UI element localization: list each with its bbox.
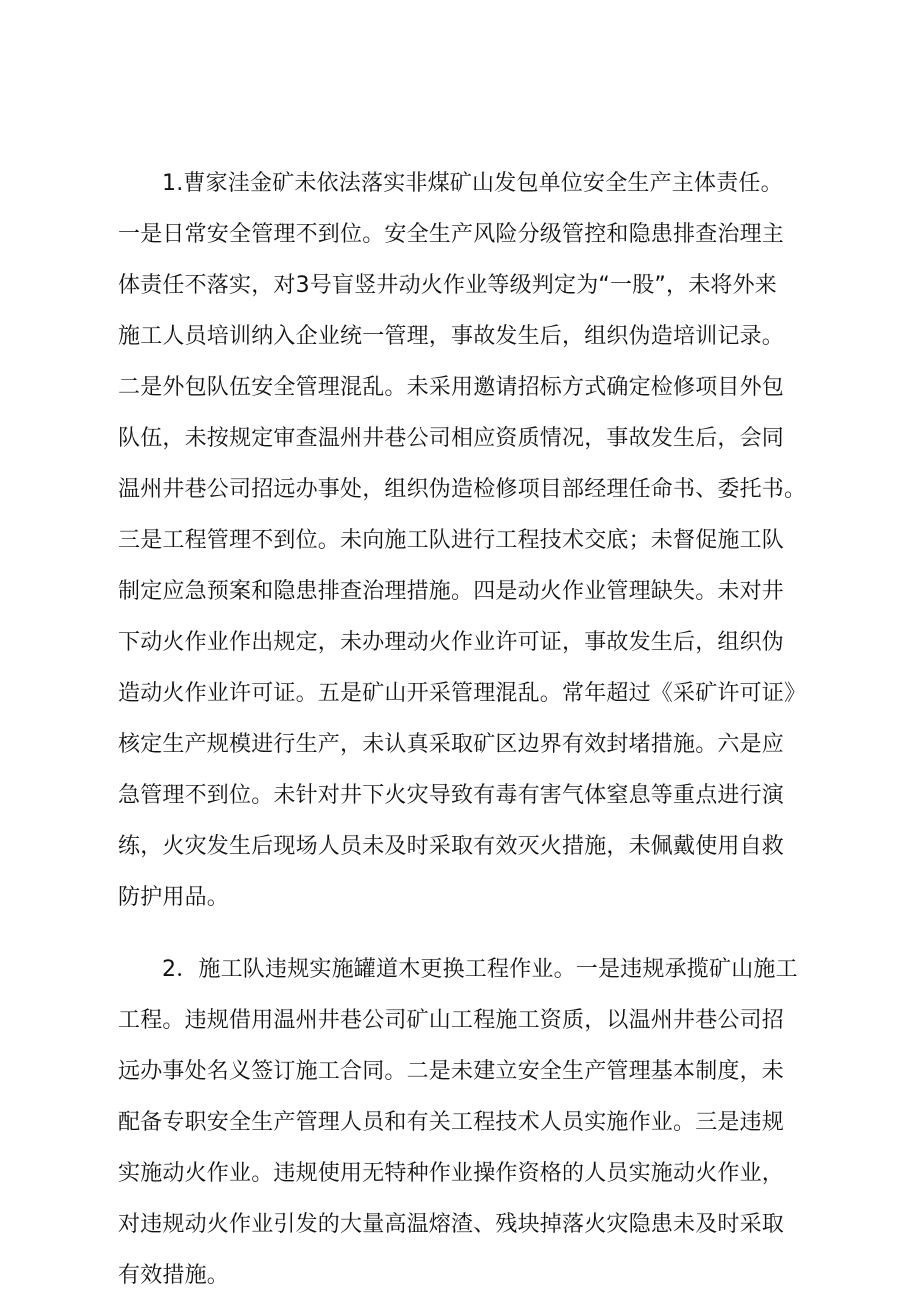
paragraph-1 — [118, 158, 808, 923]
paragraph-line: 三是工程管理不到位。未向施工队进行工程技术交底；未督促施工队 — [118, 528, 785, 553]
paragraph-line: 配备专职安全生产管理人员和有关工程技术人员实施作业。三是违规 — [118, 1110, 785, 1135]
document-body — [118, 158, 808, 1301]
paragraph-line: 1.曹家洼金矿未依法落实非煤矿山发包单位安全生产主体责任。 — [162, 171, 783, 196]
paragraph-line: 一是日常安全管理不到位。安全生产风险分级管控和隐患排查治理主 — [118, 222, 785, 247]
paragraph-line: 2．施工队违规实施罐道木更换工程作业。一是违规承揽矿山施工 — [162, 957, 798, 982]
paragraph-line: 有效措施。 — [118, 1263, 230, 1288]
paragraph-line: 核定生产规模进行生产，未认真采取矿区边界有效封堵措施。六是应 — [118, 732, 785, 757]
paragraph-line: 下动火作业作出规定，未办理动火作业许可证，事故发生后，组织伪 — [118, 630, 785, 655]
paragraph-spacer — [118, 923, 808, 944]
paragraph-line: 远办事处名义签订施工合同。二是未建立安全生产管理基本制度，未 — [118, 1059, 785, 1084]
paragraph-line: 队伍，未按规定审查温州井巷公司相应资质情况，事故发生后，会同 — [118, 426, 785, 451]
paragraph-line: 工程。违规借用温州井巷公司矿山工程施工资质，以温州井巷公司招 — [118, 1008, 785, 1033]
paragraph-line: 温州井巷公司招远办事处，组织伪造检修项目部经理任命书、委托书。 — [118, 477, 807, 502]
paragraph-line: 体责任不落实，对3号盲竖井动火作业等级判定为“一股”，未将外来 — [118, 273, 777, 298]
paragraph-line: 造动火作业许可证。五是矿山开采管理混乱。常年超过《采矿许可证》 — [118, 681, 807, 706]
paragraph-line: 练，火灾发生后现场人员未及时采取有效灭火措施，未佩戴使用自救 — [118, 834, 785, 859]
paragraph-line: 制定应急预案和隐患排查治理措施。四是动火作业管理缺失。未对井 — [118, 579, 785, 604]
paragraph-line: 急管理不到位。未针对井下火灾导致有毒有害气体窒息等重点进行演 — [118, 783, 785, 808]
paragraph-line: 对违规动火作业引发的大量高温熔渣、残块掉落火灾隐患未及时采取 — [118, 1212, 785, 1237]
paragraph-line: 施工人员培训纳入企业统一管理，事故发生后，组织伪造培训记录。 — [118, 324, 785, 349]
paragraph-line: 实施动火作业。违规使用无特种作业操作资格的人员实施动火作业， — [118, 1161, 785, 1186]
paragraph-line: 防护用品。 — [118, 885, 230, 910]
paragraph-line: 二是外包队伍安全管理混乱。未采用邀请招标方式确定检修项目外包 — [118, 375, 785, 400]
paragraph-2 — [118, 944, 808, 1301]
